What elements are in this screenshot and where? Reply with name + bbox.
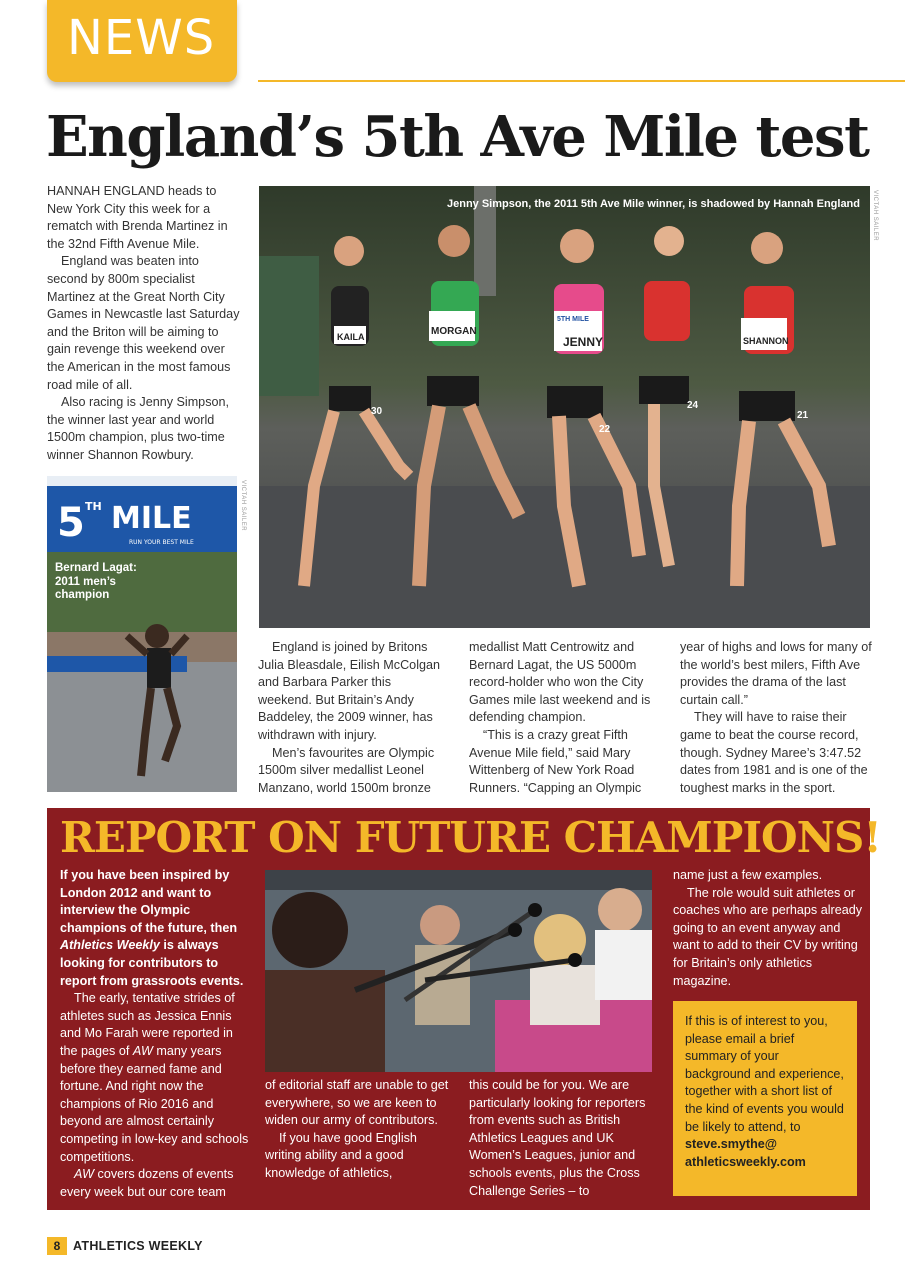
- report-column-3: [469, 1077, 655, 1200]
- intro-paragraph-3: Also racing is Jenny Simpson, the winner last year and world 1500m champion, plus two-time winner Shannon Rowbury.: [47, 395, 229, 462]
- main-race-photo: [259, 186, 870, 628]
- intro-p1-text: heads to New York City this week for a rematch with Brenda Martinez in the 32nd Fifth Avenue Mile.: [47, 184, 228, 251]
- body-c1-p2: Men’s favourites are Olympic 1500m silver medallist Leonel Manzano, world 1500m bronze: [258, 745, 435, 795]
- body-c2-p1: medallist Matt Centrowitz and Bernard Lagat, the US 5000m record-holder who won the City Games mile last weekend and is defending champion.: [469, 640, 651, 725]
- report-p2: [60, 990, 252, 1166]
- report-p3-em: AW: [74, 1167, 95, 1182]
- report-bold-b: is always looking for contributors to report from grassroots events.: [60, 938, 244, 988]
- body-c2-p2: “This is a crazy great Fifth Avenue Mile field,” said Mary Wittenberg of New York Road Runners. “Capping an Olympic: [469, 727, 642, 795]
- lagat-illustration: [47, 476, 237, 792]
- intro-paragraph-1: [47, 183, 243, 253]
- banner-mile: MILE: [111, 501, 192, 536]
- bib-21: 21: [797, 410, 809, 421]
- report-title: REPORT ON FUTURE CHAMPIONS!: [60, 813, 881, 862]
- race-illustration: [259, 186, 870, 628]
- report-p3-b: covers dozens of events every week but our core team: [60, 1167, 234, 1199]
- bib-kaila: KAILA: [337, 332, 365, 342]
- report-column-1: [60, 867, 252, 1201]
- report-p2-b: many years before they earned fame and fortune. And right now the champions of Rio 2016 and beyond are almost certainly competing in low-key and schools competitions.: [60, 1043, 249, 1164]
- report-column-2: [265, 1077, 455, 1183]
- section-tab: [47, 0, 237, 82]
- lagat-caption: [55, 562, 137, 603]
- lagat-caption-line1: Bernard Lagat:: [55, 562, 137, 574]
- intro-lead: HANNAH ENGLAND: [47, 184, 165, 198]
- magazine-name: ATHLETICS WEEKLY: [73, 1239, 203, 1253]
- intro-paragraph-2: England was beaten into second by 800m specialist Martinez at the Great North City Games in Newcastle last Saturday and the Briton will be aiming to gain revenge this weekend over the American in the most famous road mile of all.: [47, 254, 240, 392]
- body-column-3: [680, 639, 872, 797]
- report-m1-p2: If you have good English writing ability and a good knowledge of athletics,: [265, 1130, 417, 1180]
- body-column-2: [469, 639, 659, 797]
- headline: England’s 5th Ave Mile test: [46, 104, 869, 170]
- report-p3: [60, 1166, 252, 1201]
- report-intro: [60, 867, 252, 990]
- report-m2-p1: this could be for you. We are particularly looking for reporters from events such as British Athletics Leagues and UK Women’s Leagues, junior and schools events, plus the Cross Challenge Series – to: [469, 1078, 646, 1198]
- bib-24: 24: [687, 400, 699, 411]
- report-box: [47, 808, 881, 1210]
- side-photo-credit: VICTAH SAILER: [240, 480, 246, 532]
- bib-22: 22: [599, 424, 611, 435]
- banner-sub: RUN YOUR BEST MILE: [129, 539, 194, 546]
- report-m1-p1: of editorial staff are unable to get everywhere, so we are keen to widen our army of contributors.: [265, 1078, 449, 1128]
- banner-th: TH: [85, 500, 102, 513]
- report-column-4: [673, 867, 863, 990]
- bib-jenny: JENNY: [563, 335, 604, 349]
- main-photo-caption: Jenny Simpson, the 2011 5th Ave Mile winner, is shadowed by Hannah England: [446, 198, 860, 210]
- press-photo: [265, 870, 652, 1072]
- body-c3-p1: year of highs and lows for many of the world’s best milers, Fifth Ave provides the drama of the last curtain call.”: [680, 640, 872, 707]
- body-c3-p2: They will have to raise their game to beat the course record, though. Sydney Maree’s 3:47.52 dates from 1981 and is one of the toughest marks in the sport.: [680, 710, 868, 795]
- bib-shannon: SHANNON: [743, 336, 789, 346]
- report-r-p2: The role would suit athletes or coaches who are perhaps already going to an event anyway and want to add to their CV by writing for Britain’s only athletics magazine.: [673, 885, 863, 988]
- report-p2-em: AW: [132, 1043, 153, 1058]
- body-column-1: [258, 639, 444, 797]
- section-tab-label: NEWS: [67, 10, 216, 66]
- report-bold-a: If you have been inspired by London 2012 and want to interview the Olympic champions of the future, then: [60, 868, 238, 935]
- report-r-p1: name just a few examples.: [673, 868, 823, 882]
- body-c1-p1: England is joined by Britons Julia Bleasdale, Eilish McColgan and Barbara Parker this weekend. But Britain’s Andy Baddeley, the 2009 winner, has withdrawn with injury.: [258, 640, 441, 742]
- lagat-caption-line3: champion: [55, 589, 110, 601]
- header-rule: [258, 80, 905, 82]
- intro-column: [47, 183, 243, 465]
- report-p2-a: The early, tentative strides of athletes such as Jessica Ennis and Mo Farah were reported in the pages of: [60, 991, 235, 1058]
- banner-5: 5: [57, 500, 85, 546]
- main-photo-credit: VICTAH SAILER: [872, 190, 878, 242]
- contact-email-link[interactable]: steve.smythe@ athleticsweekly.com: [685, 1137, 806, 1169]
- bib-30: 30: [371, 406, 383, 417]
- bib-morgan: MORGAN: [431, 326, 477, 337]
- page-number: 8: [47, 1237, 67, 1255]
- press-illustration: [265, 870, 652, 1072]
- lagat-caption-line2: 2011 men’s: [55, 575, 116, 588]
- interest-box: [673, 1001, 857, 1196]
- report-bold-em: Athletics Weekly: [60, 938, 160, 953]
- lagat-photo: [47, 476, 237, 792]
- interest-box-text: If this is of interest to you, please email a brief summary of your background and experience, together with a short list of the kind of events you would be likely to attend, to: [685, 1014, 844, 1134]
- bib-mile: 5TH MILE: [557, 316, 589, 323]
